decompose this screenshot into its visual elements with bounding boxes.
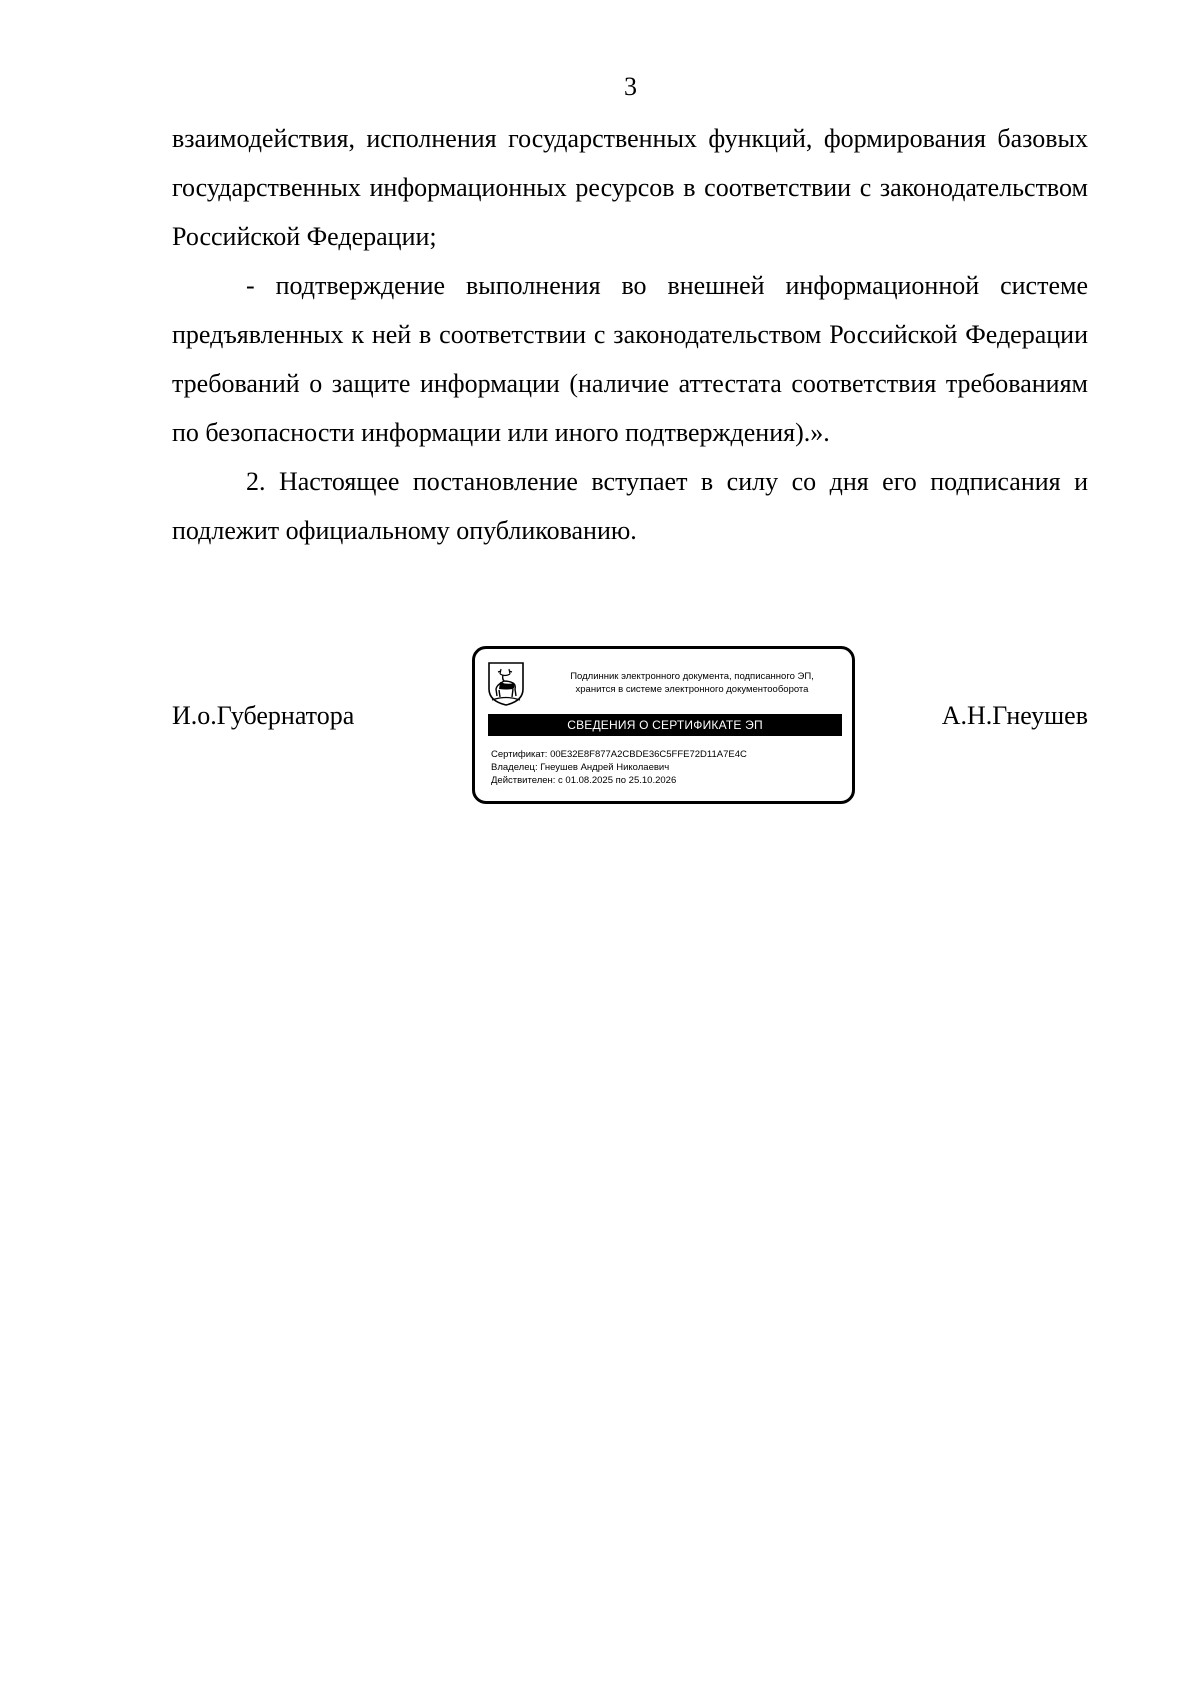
certificate-details: [491, 748, 747, 787]
paragraph-list-item: - подтверждение выполнения во внешней информационной системе предъявленных к ней в соответствии с законодательством Российской Федерации требований о защите информации (наличие аттестата соответствия требованиям по безопасности информации или иного подтверждения).».: [172, 271, 1088, 447]
signature-block: [0, 646, 1200, 806]
certificate-serial: Сертификат: 00E32E8F877A2CBDE36C5FFE72D11A7E4C: [491, 749, 747, 760]
stamp-title-bar: СВЕДЕНИЯ О СЕРТИФИКАТЕ ЭП: [488, 714, 842, 736]
page-number: 3: [624, 72, 637, 101]
certificate-owner: Владелец: Гнеушев Андрей Николаевич: [491, 762, 670, 773]
paragraph-continuation: взаимодействия, исполнения государственных функций, формирования базовых государственных информационных ресурсов в соответствии с законодательством Российской Федерации;: [172, 124, 1088, 251]
deer-coat-of-arms-icon: [487, 661, 525, 707]
stamp-header: [537, 670, 847, 696]
signer-name: А.Н.Гнеушев: [941, 701, 1088, 730]
stamp-header-line: Подлинник электронного документа, подписанного ЭП,: [570, 671, 814, 682]
certificate-validity: Действителен: с 01.08.2025 по 25.10.2026: [491, 775, 677, 786]
electronic-signature-stamp: [472, 646, 855, 804]
signer-title: И.о.Губернатора: [172, 701, 355, 730]
paragraph-effective-date: 2. Настоящее постановление вступает в силу со дня его подписания и подлежит официальному опубликованию.: [172, 467, 1088, 545]
document-body: [172, 114, 1088, 555]
stamp-header-line: хранится в системе электронного документооборота: [575, 684, 809, 695]
